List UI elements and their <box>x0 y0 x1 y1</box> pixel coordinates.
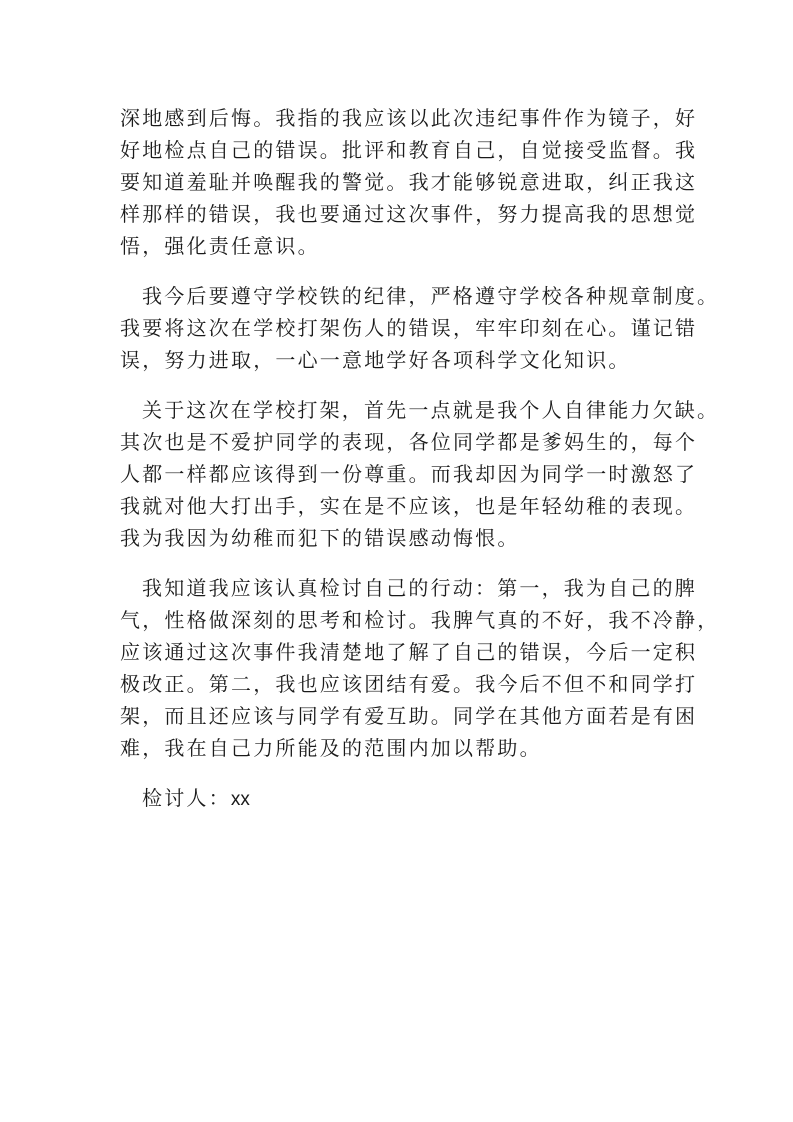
text-line: 架，而且还应该与同学有爱互助。同学在其他方面若是有困 <box>120 704 698 728</box>
paragraph-4 <box>120 572 720 764</box>
paragraph-1 <box>120 102 698 262</box>
text-line: 关于这次在学校打架，首先一点就是我个人自律能力欠缺。 <box>142 398 720 422</box>
text-line: 我就对他大打出手，实在是不应该，也是年轻幼稚的表现。 <box>120 494 698 518</box>
text-line: 要知道羞耻并唤醒我的警觉。我才能够锐意进取，纠正我这 <box>120 170 698 194</box>
text-line: 应该通过这次事件我清楚地了解了自己的错误，今后一定积 <box>120 640 698 664</box>
signature-line <box>120 782 690 814</box>
text-line: 我为我因为幼稚而犯下的错误感动悔恨。 <box>120 526 520 550</box>
text-line: 我要将这次在学校打架伤人的错误，牢牢印刻在心。谨记错 <box>120 316 698 340</box>
document-body <box>120 102 720 814</box>
text-line: 难，我在自己力所能及的范围内加以帮助。 <box>120 736 542 760</box>
paragraph-2 <box>120 280 720 376</box>
text-line: 样那样的错误，我也要通过这次事件，努力提高我的思想觉 <box>120 202 698 226</box>
text-line: 好地检点自己的错误。批评和教育自己，自觉接受监督。我 <box>120 138 698 162</box>
text-line: 深地感到后悔。我指的我应该以此次违纪事件作为镜子，好 <box>120 106 698 130</box>
text-line: 其次也是不爱护同学的表现，各位同学都是爹妈生的，每个 <box>120 430 698 454</box>
text-line: 我知道我应该认真检讨自己的行动：第一，我为自己的脾 <box>142 576 697 600</box>
text-line: 我今后要遵守学校铁的纪律，严格遵守学校各种规章制度。 <box>142 284 720 308</box>
text-line: 极改正。第二，我也应该团结有爱。我今后不但不和同学打 <box>120 672 698 696</box>
text-line: 人都一样都应该得到一份尊重。而我却因为同学一时激怒了 <box>120 462 698 486</box>
text-line: 误，努力进取，一心一意地学好各项科学文化知识。 <box>120 348 631 372</box>
text-line: 悟，强化责任意识。 <box>120 234 320 258</box>
text-line: 气，性格做深刻的思考和检讨。我脾气真的不好，我不冷静， <box>120 608 720 632</box>
paragraph-3 <box>120 394 720 554</box>
signature-value: xx <box>230 789 250 810</box>
signature-label: 检讨人： <box>142 786 231 810</box>
